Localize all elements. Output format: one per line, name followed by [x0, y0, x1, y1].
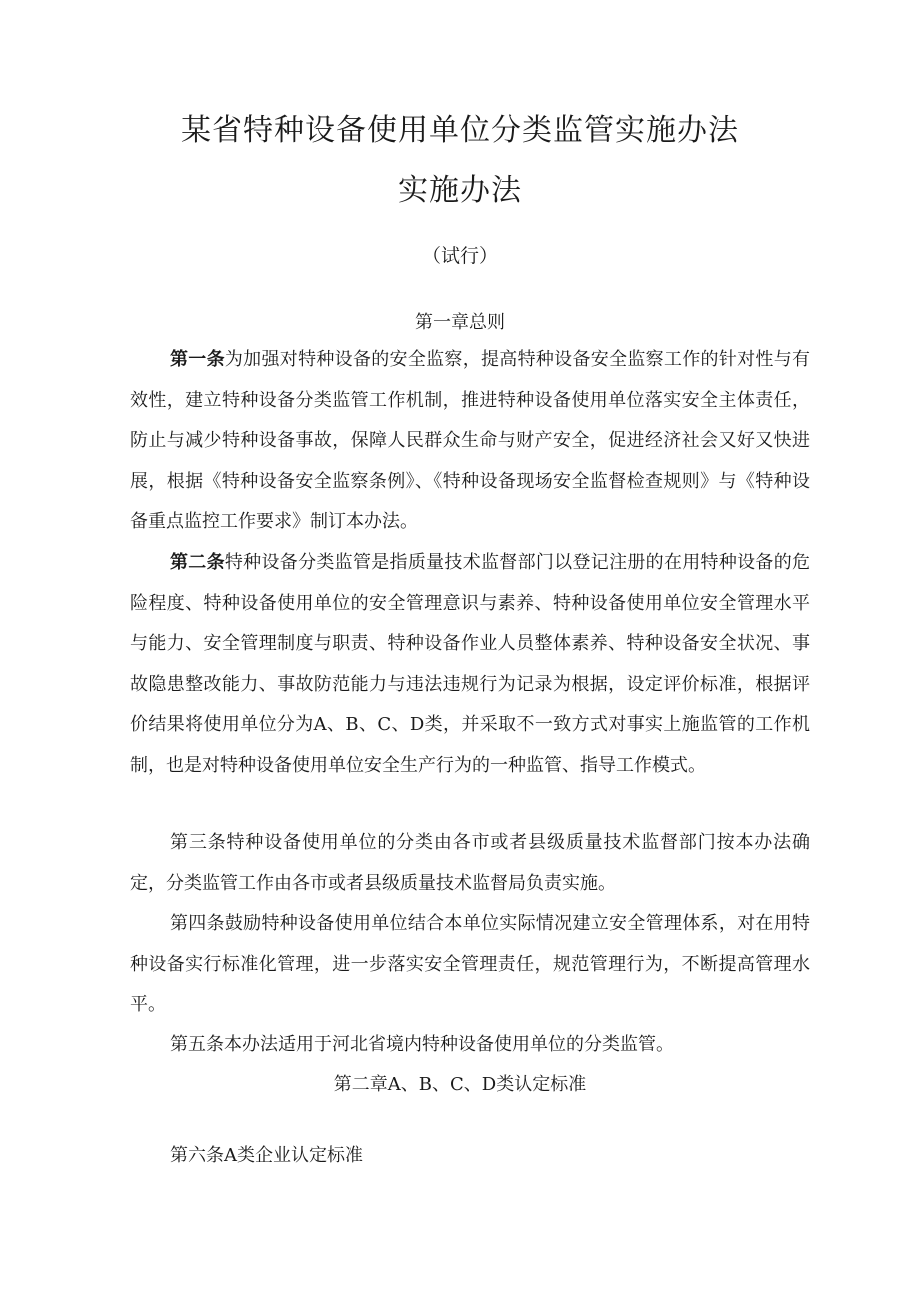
article-4-paragraph: 第四条鼓励特种设备使用单位结合本单位实际情况建立安全管理体系，对在用特种设备实行标准化管理，进一步落实安全管理责任，规范管理行为，不断提高管理水平。 [130, 913, 810, 1015]
chapter-heading-1: 第一章总则 [415, 312, 505, 333]
article-3-paragraph: 第三条特种设备使用单位的分类由各市或者县级质量技术监督部门按本办法确定，分类监管工作由各市或者县级质量技术监督局负责实施。 [130, 832, 810, 894]
document-subtitle: （试行） [421, 245, 498, 267]
article-5-paragraph: 第五条本办法适用于河北省境内特种设备使用单位的分类监管。 [170, 1034, 674, 1055]
article-1-text: 为加强对特种设备的安全监察，提高特种设备安全监察工作的针对性与有效性，建立特种设备分类监管工作机制，推进特种设备使用单位落实安全主体责任，防止与减少特种设备事故，保障人民群众生命与财产安全，促进经济社会又好又快进展，根据《特种设备安全监察条例》、《特种设备现场安全监督检查规则》与《特种设备重点监控工作要求》制订本办法。 [130, 349, 811, 532]
chapter-heading-2: 第二章A、B、C、D类认定标准 [333, 1074, 587, 1095]
article-6-paragraph: 第六条A类企业认定标准 [170, 1145, 363, 1166]
document-title-line2: 实施办法 [398, 173, 522, 208]
document-title: 某省特种设备使用单位分类监管实施办法 [181, 113, 739, 148]
article-2-label: 第二条 [170, 552, 225, 573]
article-2-text: 特种设备分类监管是指质量技术监督部门以登记注册的在用特种设备的危险程度、特种设备使用单位的安全管理意识与素养、特种设备使用单位安全管理水平与能力、安全管理制度与职责、特种设备作业人员整体素养、特种设备安全状况、事故隐患整改能力、事故防范能力与违法违规行为记录为根据，设定评价标准，根据评价结果将使用单位分为A、B、C、D类，并采取不一致方式对事实上施监管的工作机制，也是对特种设备使用单位安全生产行为的一种监管、指导工作模式。 [130, 552, 811, 776]
article-1-label: 第一条 [170, 349, 225, 370]
article-1-paragraph [130, 340, 810, 543]
article-2-paragraph [130, 543, 810, 786]
